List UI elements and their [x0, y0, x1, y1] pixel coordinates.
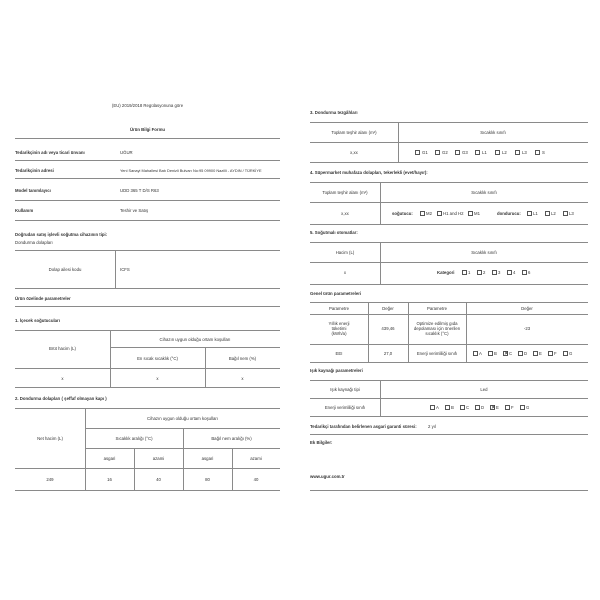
s5-class-header: Sıcaklık sınıfı: [471, 250, 497, 255]
section3-title: 3. Dondurma tezgâhları: [310, 110, 358, 115]
model-value: UDD 365 T D/S R63: [120, 188, 159, 193]
s2-humidity-range-header: Bağıl nem aralığı (%): [211, 436, 252, 441]
checkbox[interactable]: [455, 150, 460, 155]
section4-title: 4. Süpermarket muhafaza dolapları, tekerlekli (evet/hayır):: [310, 170, 428, 175]
regulation-ref: (EU) 2019/2018 Regülasyonuna göre: [111, 103, 184, 108]
form-title: Ürün Bilgi Formu: [129, 127, 166, 132]
s3-area-header: Toplam teşhir alanı (m²): [331, 130, 377, 135]
option-label: 4: [513, 270, 516, 275]
checkbox[interactable]: [477, 270, 482, 275]
s2-ambient-header: Cihazın uygun olduğu ortam koşulları: [147, 416, 218, 421]
checkbox[interactable]: [518, 351, 523, 356]
s5-category-label: Kategori: [437, 270, 455, 275]
s2-net-volume-value: 249: [46, 477, 54, 482]
s1-value: x: [156, 376, 159, 381]
checkbox[interactable]: [415, 150, 420, 155]
s5-volume-header: Hacim (L): [335, 250, 355, 255]
option-label: M1: [474, 211, 480, 216]
storage-temp-label: depolaması için önerilen: [413, 326, 461, 331]
option-label: 6: [528, 270, 531, 275]
energy-class-label: Enerji verimliliği sınıfı: [416, 351, 458, 356]
option-label: F: [554, 351, 557, 356]
checkbox[interactable]: [527, 211, 532, 216]
s2-temp-min-value: 16: [107, 477, 112, 482]
option-label: E: [539, 351, 542, 356]
option-label: G1: [422, 150, 428, 155]
option-label: 1: [468, 270, 471, 275]
general-params-title: Genel ürün parametreleri: [310, 291, 362, 296]
s2-hum-min-value: 80: [205, 477, 210, 482]
option-label: G3: [462, 150, 468, 155]
website-url: www.ugur.com.tr: [310, 474, 345, 479]
option-label: B: [451, 405, 454, 410]
s5-volume-value: x: [343, 270, 347, 275]
use-value: Teshir ve Satış: [120, 208, 149, 213]
s2-hum-max-value: 40: [253, 477, 259, 482]
s2-max-header: azami: [152, 456, 165, 461]
option-label: H1 and H2: [443, 211, 464, 216]
option-label: L1: [533, 211, 538, 216]
option-label: G: [526, 405, 530, 410]
device-type-value: Dondurma dolapları: [15, 240, 53, 245]
checkbox[interactable]: [460, 405, 465, 410]
checkbox[interactable]: [495, 150, 500, 155]
checkbox[interactable]: [420, 211, 425, 216]
s4-cooler-label: soğutucu:: [392, 211, 413, 216]
s4-freezer-label: dondurucu:: [497, 211, 521, 216]
supplier-name-label: Tedarikçinin adı veya ticari ünvanı: [15, 150, 85, 155]
family-code-value: ICFS: [120, 267, 130, 272]
checkbox[interactable]: [522, 270, 527, 275]
option-label: A: [436, 405, 439, 410]
checkbox-checked[interactable]: [490, 405, 495, 410]
option-label: S: [542, 150, 545, 155]
s4-class-header: Sıcaklık sınıfı: [471, 190, 497, 195]
checkbox[interactable]: [520, 405, 525, 410]
checkbox[interactable]: [533, 351, 538, 356]
option-label: L2: [551, 211, 556, 216]
warranty-label: Tedarikçi tarafından belirlenen asgari garanti süresi:: [310, 424, 417, 429]
option-label: E: [496, 405, 499, 410]
annual-energy-label: tüketimi: [331, 326, 347, 331]
checkbox[interactable]: [563, 351, 568, 356]
checkbox[interactable]: [435, 150, 440, 155]
s1-value: x: [241, 376, 244, 381]
checkbox[interactable]: [505, 405, 510, 410]
s2-min-header: asgari: [103, 456, 116, 461]
section2-title: 2. Dondurma dolapları ( şeffaf olmayan kapı ): [15, 396, 107, 401]
eei-value: 27,0: [383, 351, 393, 356]
model-label: Model tanımlayıcı: [15, 188, 51, 193]
s1-value: x: [61, 376, 64, 381]
option-label: M2: [426, 211, 432, 216]
storage-temp-label: Optimize edilmiş gıda: [416, 321, 458, 326]
checkbox[interactable]: [535, 150, 540, 155]
option-label: L2: [502, 150, 507, 155]
checkbox[interactable]: [473, 351, 478, 356]
option-label: C: [509, 351, 513, 356]
checkbox[interactable]: [437, 211, 442, 216]
s1-ambient-header: Cihazın uygun olduğu ortam koşulları: [159, 337, 231, 342]
checkbox[interactable]: [475, 405, 480, 410]
option-label: A: [479, 351, 482, 356]
checkbox[interactable]: [545, 211, 550, 216]
annual-energy-value: 439,46: [381, 326, 395, 331]
option-label: L3: [569, 211, 574, 216]
checkbox[interactable]: [462, 270, 467, 275]
s2-net-volume-header: Net hacim (L): [37, 436, 63, 441]
light-class-label: Enerji verimliliği sınıfı: [324, 405, 366, 410]
storage-temp-value: -23: [523, 326, 531, 331]
option-label: D: [481, 405, 485, 410]
option-label: L1: [482, 150, 487, 155]
checkbox-checked[interactable]: [503, 351, 508, 356]
option-label: 2: [483, 270, 486, 275]
option-label: D: [524, 351, 528, 356]
s2-max-header: azami: [250, 456, 262, 461]
option-label: 3: [498, 270, 501, 275]
supplier-address: Yeni Sanayi Mahallesi Batı Denizli Bulvarı No:95 09900 Nazilli - AYDIN / TÜRKİYE: [120, 168, 262, 173]
checkbox[interactable]: [507, 270, 512, 275]
option-label: G: [569, 351, 573, 356]
checkbox[interactable]: [548, 351, 553, 356]
use-label: Kullanım: [15, 208, 34, 213]
device-type-label: Doğrudan satış işlevli soğutma cihazının tipi:: [15, 232, 108, 237]
annual-energy-label: Yıllık enerji: [328, 321, 350, 326]
light-params-title: Işık kaynağı parametreleri: [310, 368, 363, 373]
eei-label: EEI: [335, 351, 343, 356]
s4-area-header: Toplam teşhir alanı (m²): [322, 190, 368, 195]
family-code-label: Dolap ailesi kodu: [48, 267, 82, 272]
storage-temp-label: sıcaklık (°C): [425, 331, 449, 336]
annual-energy-label: (kWh/a): [331, 331, 347, 336]
s1-humidity-header: Bağıl nem (%): [228, 356, 257, 361]
checkbox[interactable]: [563, 211, 568, 216]
option-label: F: [511, 405, 514, 410]
param-header: Parametre: [426, 306, 448, 311]
checkbox[interactable]: [492, 270, 497, 275]
section5-title: 5. Soğutmalı otomatlar:: [310, 230, 358, 235]
value-header: Değer: [382, 306, 394, 311]
checkbox[interactable]: [488, 351, 493, 356]
s4-area-value: x,xx: [341, 211, 349, 216]
option-label: G2: [442, 150, 448, 155]
checkbox[interactable]: [430, 405, 435, 410]
checkbox[interactable]: [468, 211, 473, 216]
s2-temp-range-header: Sıcaklık aralığı (°C): [115, 436, 153, 441]
s3-class-header: Sıcaklık sınıfı: [480, 130, 506, 135]
checkbox[interactable]: [475, 150, 480, 155]
param-header: Parametre: [328, 306, 350, 311]
s1-temp-header: En sıcak sıcaklık (°C): [137, 356, 178, 361]
checkbox[interactable]: [445, 405, 450, 410]
light-type-value: Led: [480, 387, 488, 392]
light-type-label: Işık kaynağı tipi: [330, 387, 360, 392]
extra-info-label: Ek Bilgiler:: [310, 440, 333, 445]
checkbox[interactable]: [515, 150, 520, 155]
s1-gross-volume-header: Brüt hacim (L): [49, 346, 76, 351]
option-label: C: [466, 405, 470, 410]
value-header: Değer: [521, 306, 533, 311]
option-label: L3: [522, 150, 527, 155]
s2-min-header: asgari: [201, 456, 214, 461]
option-label: B: [494, 351, 497, 356]
params-title: Ürün özelinde parametreler: [15, 296, 71, 301]
warranty-value: 2 yıl: [428, 424, 436, 429]
supplier-address-label: Tedarikçinin adresi: [15, 168, 54, 173]
section1-title: 1. İçecek soğutucuları: [15, 318, 60, 323]
s3-area-value: x,xx: [350, 150, 358, 155]
s2-temp-max-value: 40: [156, 477, 161, 482]
supplier-name: UĞUR: [120, 150, 133, 155]
